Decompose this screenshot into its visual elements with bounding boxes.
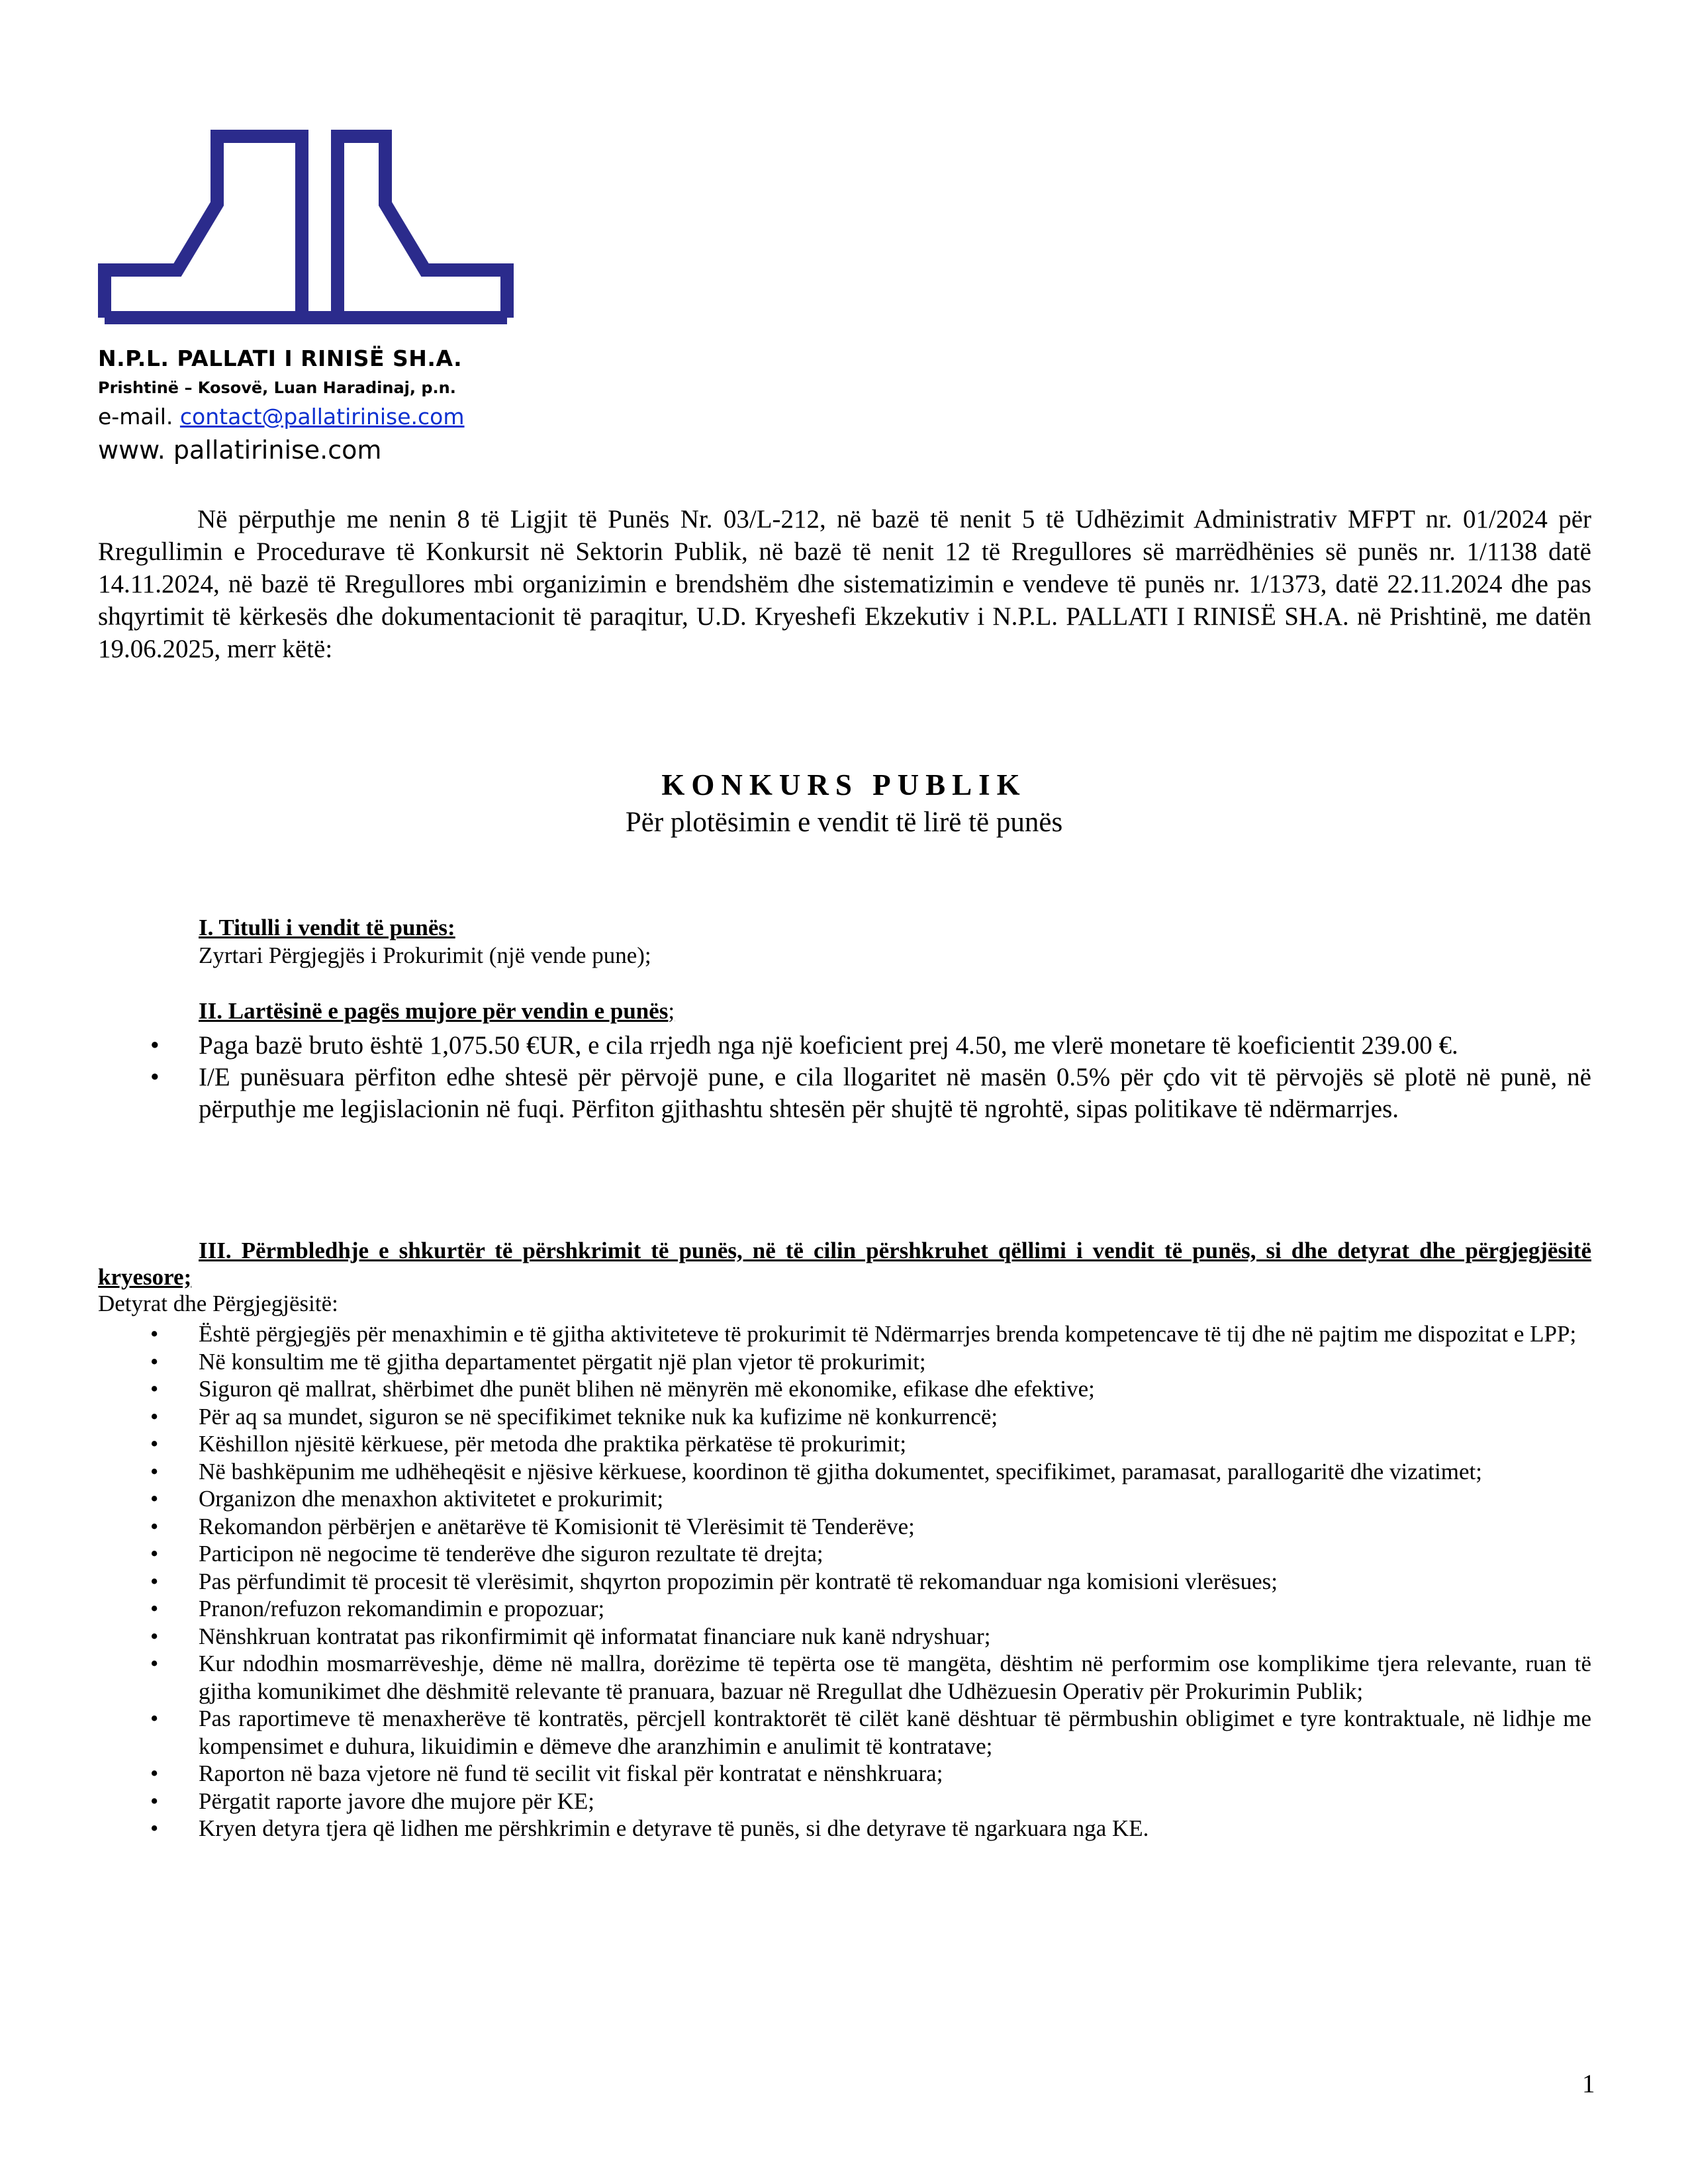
page-number: 1 [1582, 2070, 1595, 2098]
list-item-text: Kryen detyra tjera që lidhen me përshkrimin e detyrave të punës, si dhe detyrave të ngarkuara nga KE. [199, 1815, 1149, 1841]
list-item [150, 1430, 1591, 1458]
list-item-text: Pranon/refuzon rekomandimin e propozuar; [199, 1596, 605, 1621]
bullet-icon: • [150, 1541, 159, 1567]
bullet-icon: • [150, 1458, 159, 1484]
section-1-heading: I. Titulli i vendit të punës: [199, 915, 455, 940]
list-item-text: Në konsultim me të gjitha departamentet përgatit një plan vjetor të prokurimit; [199, 1348, 926, 1375]
bullet-icon: • [150, 1403, 159, 1430]
list-item [150, 1705, 1591, 1760]
list-item [150, 1485, 1591, 1513]
list-item [150, 1403, 1591, 1431]
list-item-text: Siguron që mallrat, shërbimet dhe punët blihen në mënyrën më ekonomike, efikase dhe efektive; [199, 1376, 1095, 1402]
salary-list [150, 1030, 1591, 1125]
list-item-text: Nënshkruan kontratat pas rikonfirmimit që informatat financiare nuk kanë ndryshuar; [199, 1623, 991, 1649]
organization-address: Prishtinë – Kosovë, Luan Haradinaj, p.n. [98, 379, 456, 397]
bullet-icon: • [150, 1815, 159, 1841]
list-item [150, 1540, 1591, 1568]
pallati-i-rinise-logo [98, 130, 514, 324]
list-item-text: Pas raportimeve të menaxherëve të kontratës, përcjell kontraktorët të cilët kanë dështuar të përmbushin obligimet e tyre kontraktuale, në lidhje me kompensimet e duhura, likuidimin e dëmeve dhe aranzhimin e anulimit të kontratave; [199, 1706, 1591, 1759]
organization-email-line [98, 404, 465, 430]
list-item [150, 1623, 1591, 1651]
duties-list [150, 1320, 1591, 1843]
list-item [150, 1458, 1591, 1486]
bullet-icon: • [150, 1063, 160, 1091]
bullet-icon: • [150, 1513, 159, 1539]
list-item-text: Këshillon njësitë kërkuese, për metoda dhe praktika përkatëse të prokurimit; [199, 1431, 907, 1457]
organization-website: www. pallatirinise.com [98, 435, 382, 465]
section-2-heading-text: II. Lartësinë e pagës mujore për vendin e punës [199, 998, 669, 1024]
list-item-text: I/E punësuara përfiton edhe shtesë për përvojë pune, e cila llogaritet në masën 0.5% për çdo vit të përvojës së plotë në punë, në përputhje me legjislacionin në fuqi. Përfiton gjithashtu shtesën për shujtë të ngrohtë, sipas politikave të ndërmarrjes. [199, 1063, 1591, 1123]
list-item-text: Është përgjegjës për menaxhimin e të gjitha aktiviteteve të prokurimit të Ndërmarrjes brenda kompetencave të tij dhe në pajtim me dispozitat e LPP; [199, 1321, 1577, 1347]
email-link[interactable]: contact@pallatirinise.com [179, 404, 465, 430]
list-item-text: Paga bazë bruto është 1,075.50 €UR, e cila rrjedh nga një koeficient prej 4.50, me vlerë monetare të koeficientit 239.00 €. [199, 1031, 1458, 1060]
document-subtitle: Për plotësimin e vendit të lirë të punës [625, 807, 1063, 838]
list-item [150, 1650, 1591, 1705]
bullet-icon: • [150, 1348, 159, 1375]
bullet-icon: • [150, 1568, 159, 1594]
list-item-text: Participon në negocime të tenderëve dhe siguron rezultate të drejta; [199, 1541, 823, 1567]
bullet-icon: • [150, 1623, 159, 1649]
list-item-text: Organizon dhe menaxhon aktivitetet e prokurimit; [199, 1486, 664, 1512]
list-item [150, 1348, 1591, 1376]
list-item-text: Kur ndodhin mosmarrëveshje, dëme në mallra, dorëzime të tepërta ose të mangëta, dështim në performim ose komplikime tjera relevante, ruan të gjitha komunikimet dhe dëshmitë relevante të pranuara, bazuar në Rregullat dhe Udhëzuesin Operativ për Prokurimin Publik; [199, 1651, 1591, 1704]
organization-name: N.P.L. PALLATI I RINISË SH.A. [98, 345, 463, 371]
email-prefix: e-mail. [98, 404, 180, 430]
bullet-icon: • [150, 1431, 159, 1457]
bullet-icon: • [150, 1651, 159, 1676]
list-item-text: Rekomandon përbërjen e anëtarëve të Komisionit të Vlerësimit të Tenderëve; [199, 1513, 915, 1539]
bullet-icon: • [150, 1706, 159, 1731]
bullet-icon: • [150, 1596, 159, 1621]
list-item-text: Raporton në baza vjetore në fund të secilit vit fiskal për kontratat e nënshkruara; [199, 1760, 943, 1786]
list-item-text: Përgatit raporte javore dhe mujore për KE; [199, 1788, 595, 1814]
intro-paragraph: Në përputhje me nenin 8 të Ligjit të Punës Nr. 03/L-212, në bazë të nenit 5 të Udhëzimit Administrativ MFPT nr. 01/2024 për Rregullimin e Procedurave të Konkursit në Sektorin Publik, në bazë të nenit 12 të Rregullores së marrëdhënies së punës nr. 1/1138 datë 14.11.2024, në bazë të Rregullores mbi organizimin e brendshëm dhe sistematizimin e vendeve të punës nr. 1/1373, datë 22.11.2024 dhe pas shqyrtimit të kërkesës dhe dokumentacionit të paraqitur, U.D. Kryeshefi Ekzekutiv i N.P.L. PALLATI I RINISË SH.A. në Prishtinë, me datën 19.06.2025, merr këtë: [98, 505, 1591, 663]
duties-label: Detyrat dhe Përgjegjësitë: [98, 1291, 338, 1316]
section-1-body: Zyrtari Përgjegjës i Prokurimit (një vende pune); [199, 942, 651, 968]
list-item-text: Në bashkëpunim me udhëheqësit e njësive kërkuese, koordinon të gjitha dokumentet, specifikimet, paramasat, parallogaritë dhe vizatimet; [199, 1458, 1482, 1484]
section-3-heading: III. Përmbledhje e shkurtër të përshkrimit të punës, në të cilin përshkruhet qëllimi i vendit të punës, si dhe detyrat dhe përgjegjësitë kryesore; [98, 1238, 1591, 1290]
list-item [150, 1513, 1591, 1541]
list-item-text: Pas përfundimit të procesit të vlerësimit, shqyrton propozimin për kontratë të rekomanduar nga komisioni vlerësues; [199, 1568, 1278, 1594]
list-item [150, 1815, 1591, 1843]
section-2-heading [199, 998, 675, 1024]
list-item [150, 1760, 1591, 1788]
list-item-text: Për aq sa mundet, siguron se në specifikimet teknike nuk ka kufizime në konkurrencë; [199, 1403, 998, 1430]
list-item [150, 1788, 1591, 1815]
list-item [150, 1568, 1591, 1596]
bullet-icon: • [150, 1031, 160, 1060]
list-item [150, 1595, 1591, 1623]
list-item [150, 1030, 1591, 1062]
list-item [150, 1375, 1591, 1403]
section-2-heading-end: ; [668, 998, 675, 1024]
bullet-icon: • [150, 1321, 159, 1347]
document-title: KONKURS PUBLIK [661, 768, 1027, 801]
list-item [150, 1062, 1591, 1125]
bullet-icon: • [150, 1760, 159, 1786]
bullet-icon: • [150, 1486, 159, 1512]
bullet-icon: • [150, 1376, 159, 1402]
bullet-icon: • [150, 1788, 159, 1814]
list-item [150, 1320, 1591, 1348]
